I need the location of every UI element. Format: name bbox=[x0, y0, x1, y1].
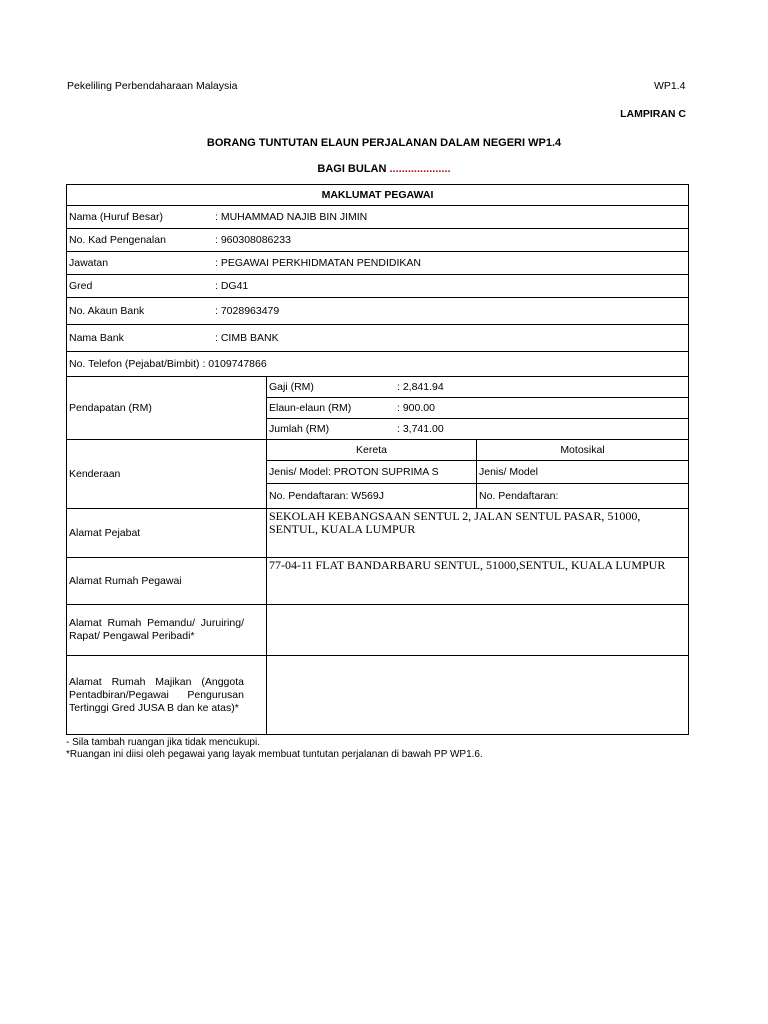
row-akaun bbox=[67, 298, 689, 325]
motosikal-daftar: No. Pendaftaran: bbox=[477, 484, 689, 509]
row-kenderaan-head bbox=[67, 440, 689, 461]
row-gaji bbox=[67, 377, 689, 398]
form-title: BORANG TUNTUTAN ELAUN PERJALANAN DALAM NEGERI WP1.4 bbox=[206, 137, 562, 149]
row-alamat-pemandu bbox=[67, 605, 689, 656]
alamat-pejabat-label: Alamat Pejabat bbox=[67, 509, 267, 558]
nama-value: : MUHAMMAD NAJIB BIN JIMIN bbox=[215, 211, 368, 223]
kereta-daftar: No. Pendaftaran: W569J bbox=[267, 484, 477, 509]
note-add-rows: - Sila tambah ruangan jika tidak mencukupi. bbox=[66, 737, 260, 748]
kereta-model: Jenis/ Model: PROTON SUPRIMA S bbox=[267, 461, 477, 484]
gaji-value: : 2,841.94 bbox=[397, 381, 444, 393]
akaun-label: No. Akaun Bank bbox=[69, 305, 145, 317]
row-nama bbox=[67, 206, 689, 229]
row-bank bbox=[67, 325, 689, 352]
bank-value: : CIMB BANK bbox=[215, 332, 279, 344]
alamat-rumah-value: 77-04-11 FLAT BANDARBARU SENTUL, 51000,SENTUL, KUALA LUMPUR bbox=[267, 558, 689, 605]
row-kad bbox=[67, 229, 689, 252]
form-notes bbox=[66, 737, 483, 761]
gred-value: : DG41 bbox=[215, 280, 249, 292]
jumlah-label: Jumlah (RM) bbox=[269, 423, 330, 435]
kereta-header: Kereta bbox=[267, 440, 477, 461]
gaji-label: Gaji (RM) bbox=[269, 381, 314, 393]
row-gred bbox=[67, 275, 689, 298]
pendapatan-label: Pendapatan (RM) bbox=[67, 377, 267, 440]
telefon-value: : 0109747866 bbox=[202, 358, 267, 370]
header-form-code: WP1.4 bbox=[654, 80, 686, 92]
telefon-label: No. Telefon (Pejabat/Bimbit) bbox=[69, 358, 200, 370]
month-blank: .................... bbox=[389, 163, 451, 175]
motosikal-header: Motosikal bbox=[477, 440, 689, 461]
claim-form bbox=[66, 184, 688, 735]
kad-value: : 960308086233 bbox=[215, 234, 291, 246]
row-alamat-rumah bbox=[67, 558, 689, 605]
section-title: MAKLUMAT PEGAWAI bbox=[67, 185, 689, 206]
nama-label: Nama (Huruf Besar) bbox=[69, 211, 163, 223]
motosikal-model: Jenis/ Model bbox=[477, 461, 689, 484]
alamat-rumah-label: Alamat Rumah Pegawai bbox=[67, 558, 267, 605]
alamat-pemandu-value bbox=[267, 605, 689, 656]
row-alamat-majikan bbox=[67, 656, 689, 735]
jumlah-value: : 3,741.00 bbox=[397, 423, 444, 435]
form-subtitle bbox=[0, 163, 768, 175]
jawatan-value: : PEGAWAI PERKHIDMATAN PENDIDIKAN bbox=[215, 257, 421, 269]
akaun-value: : 7028963479 bbox=[215, 305, 280, 317]
jawatan-label: Jawatan bbox=[69, 257, 109, 269]
officer-info-table bbox=[66, 184, 689, 735]
alamat-pemandu-label: Alamat Rumah Pemandu/ Juruiring/ Rapat/ Pengawal Peribadi* bbox=[67, 605, 267, 656]
alamat-majikan-value bbox=[267, 656, 689, 735]
alamat-majikan-label: Alamat Rumah Majikan (Anggota Pentadbiran/Pegawai Pengurusan Tertinggi Gred JUSA B dan ke atas)* bbox=[67, 656, 267, 735]
kad-label: No. Kad Pengenalan bbox=[69, 234, 166, 246]
header-circular-title: Pekeliling Perbendaharaan Malaysia bbox=[67, 80, 238, 92]
appendix-label: LAMPIRAN C bbox=[620, 108, 686, 120]
row-jawatan bbox=[67, 252, 689, 275]
bank-label: Nama Bank bbox=[69, 332, 124, 344]
elaun-value: : 900.00 bbox=[397, 402, 435, 414]
kenderaan-label: Kenderaan bbox=[67, 440, 267, 509]
elaun-label: Elaun-elaun (RM) bbox=[269, 402, 352, 414]
row-telefon bbox=[67, 352, 689, 377]
note-eligibility: *Ruangan ini diisi oleh pegawai yang layak membuat tuntutan perjalanan di bawah PP WP1.6. bbox=[66, 749, 483, 760]
alamat-pejabat-value: SEKOLAH KEBANGSAAN SENTUL 2, JALAN SENTUL PASAR, 51000, SENTUL, KUALA LUMPUR bbox=[267, 509, 689, 558]
row-alamat-pejabat bbox=[67, 509, 689, 558]
gred-label: Gred bbox=[69, 280, 93, 292]
month-label: BAGI BULAN bbox=[317, 163, 390, 175]
